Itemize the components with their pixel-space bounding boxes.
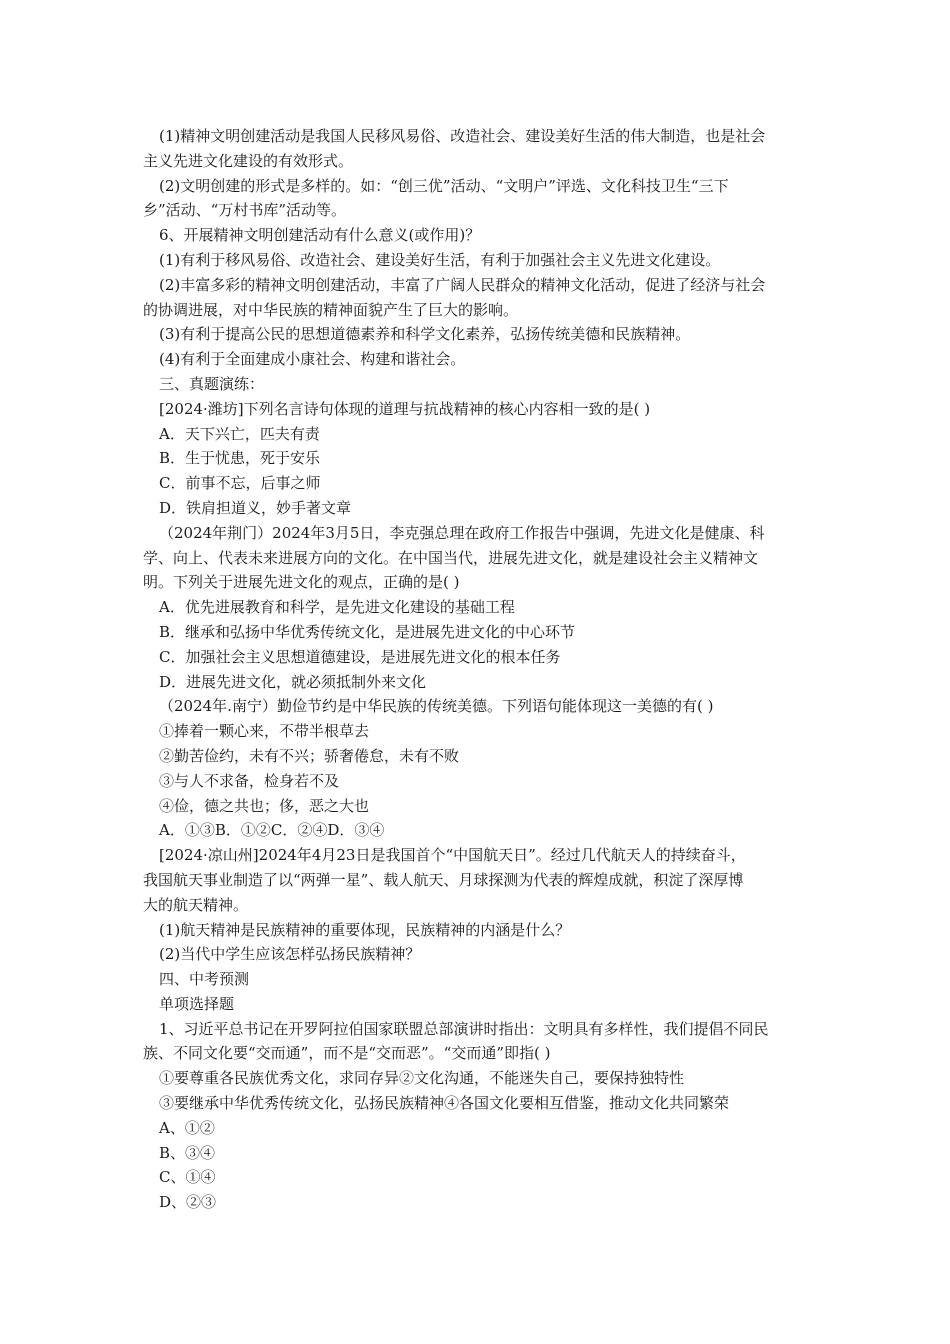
text-line: ③与人不求备，检身若不及 [159, 771, 340, 790]
text-line: (1)精神文明创建活动是我国人民移风易俗、改造社会、建设美好生活的伟大制造，也是社会 [159, 127, 766, 145]
text-line: 大的航天精神。 [143, 895, 249, 914]
text-line: 单项选择题 [159, 994, 235, 1013]
text-line: 四、中考预测 [159, 970, 250, 989]
text-line: (2)文明创建的形式是多样的。如：“创三优”活动、“文明户”评选、文化科技卫生“三下 [159, 176, 729, 195]
text-line: 的协调进展，对中华民族的精神面貌产生了巨大的影响。 [143, 300, 519, 319]
text-line: ①要尊重各民族优秀文化，求同存异②文化沟通，不能迷失自己，要保持独特性 [159, 1069, 685, 1088]
text-line: ③要继承中华优秀传统文化，弘扬民族精神④各国文化要相互借鉴，推动文化共同繁荣 [159, 1094, 730, 1113]
text-line: (2)当代中学生应该怎样弘扬民族精神？ [159, 945, 421, 964]
text-line: A、①② [159, 1118, 215, 1137]
text-line: 明。下列关于进展先进文化的观点，正确的是( ) [143, 573, 460, 592]
text-line: 主义先进文化建设的有效形式。 [143, 151, 354, 170]
text-line: 学、向上、代表未来进展方向的文化。在中国当代，进展先进文化，就是建设社会主义精神文 [143, 548, 759, 567]
text-line: 族、不同文化要“交而通”，而不是“交而恶”。“交而通”即指( ) [143, 1044, 551, 1063]
text-line: C．加强社会主义思想道德建设，是进展先进文化的根本任务 [159, 647, 561, 666]
text-line: 1、习近平总书记在开罗阿拉伯国家联盟总部演讲时指出：文明具有多样性，我们提倡不同民 [159, 1019, 769, 1038]
text-line: ④俭，德之共也；侈，恶之大也 [159, 796, 370, 815]
text-line: D．铁肩担道义，妙手著文章 [159, 498, 352, 517]
text-line: [2024·凉山州]2024年4月23日是我国首个“中国航天日”。经过几代航天人的持续奋斗， [159, 846, 746, 865]
text-line: B、③④ [159, 1143, 216, 1162]
text-line: (4)有利于全面建成小康社会、构建和谐社会。 [159, 350, 466, 369]
text-line: C．前事不忘，后事之师 [159, 474, 321, 493]
text-line: ②勤苦俭约，未有不兴；骄奢倦怠，未有不败 [159, 746, 460, 765]
text-line: A．优先进展教育和科学，是先进文化建设的基础工程 [159, 598, 515, 617]
text-line: (3)有利于提高公民的思想道德素养和科学文化素养，弘扬传统美德和民族精神。 [159, 325, 691, 344]
text-line: ①捧着一颗心来，不带半根草去 [159, 722, 370, 741]
text-line: 6、开展精神文明创建活动有什么意义(或作用)？ [159, 226, 481, 245]
text-line: B．继承和弘扬中华优秀传统文化，是进展先进文化的中心环节 [159, 622, 576, 641]
text-line: (2)丰富多彩的精神文明创建活动，丰富了广阔人民群众的精神文化活动，促进了经济与社会 [159, 275, 766, 294]
text-line: A．天下兴亡，匹夫有责 [159, 424, 320, 443]
text-line: (1)有利于移风易俗、改造社会、建设美好生活，有利于加强社会主义先进文化建设。 [159, 250, 721, 269]
text-line: (1)航天精神是民族精神的重要体现，民族精神的内涵是什么？ [159, 920, 571, 939]
document-page [143, 124, 813, 1215]
text-line: D、②③ [159, 1193, 217, 1212]
text-line: A．①③B．①②C．②④D．③④ [159, 821, 385, 840]
text-line: 三、真题演练： [159, 374, 265, 393]
text-line: （2024年荆门）2024年3月5日，李克强总理在政府工作报告中强调，先进文化是健康、科 [159, 523, 765, 542]
text-line: [2024·潍坊]下列名言诗句体现的道理与抗战精神的核心内容相一致的是( ) [159, 399, 651, 418]
text-line: 乡”活动、“万村书库”活动等。 [143, 201, 347, 220]
text-line: D．进展先进文化，就必须抵制外来文化 [159, 672, 427, 691]
text-line: 我国航天事业制造了以“两弹一星”、载人航天、月球探测为代表的辉煌成就，积淀了深厚博 [143, 870, 744, 889]
text-line: （2024年.南宁）勤俭节约是中华民族的传统美德。下列语句能体现这一美德的有( ) [159, 697, 714, 716]
text-line: B．生于忧患，死于安乐 [159, 449, 321, 468]
text-line: C、①④ [159, 1168, 216, 1187]
